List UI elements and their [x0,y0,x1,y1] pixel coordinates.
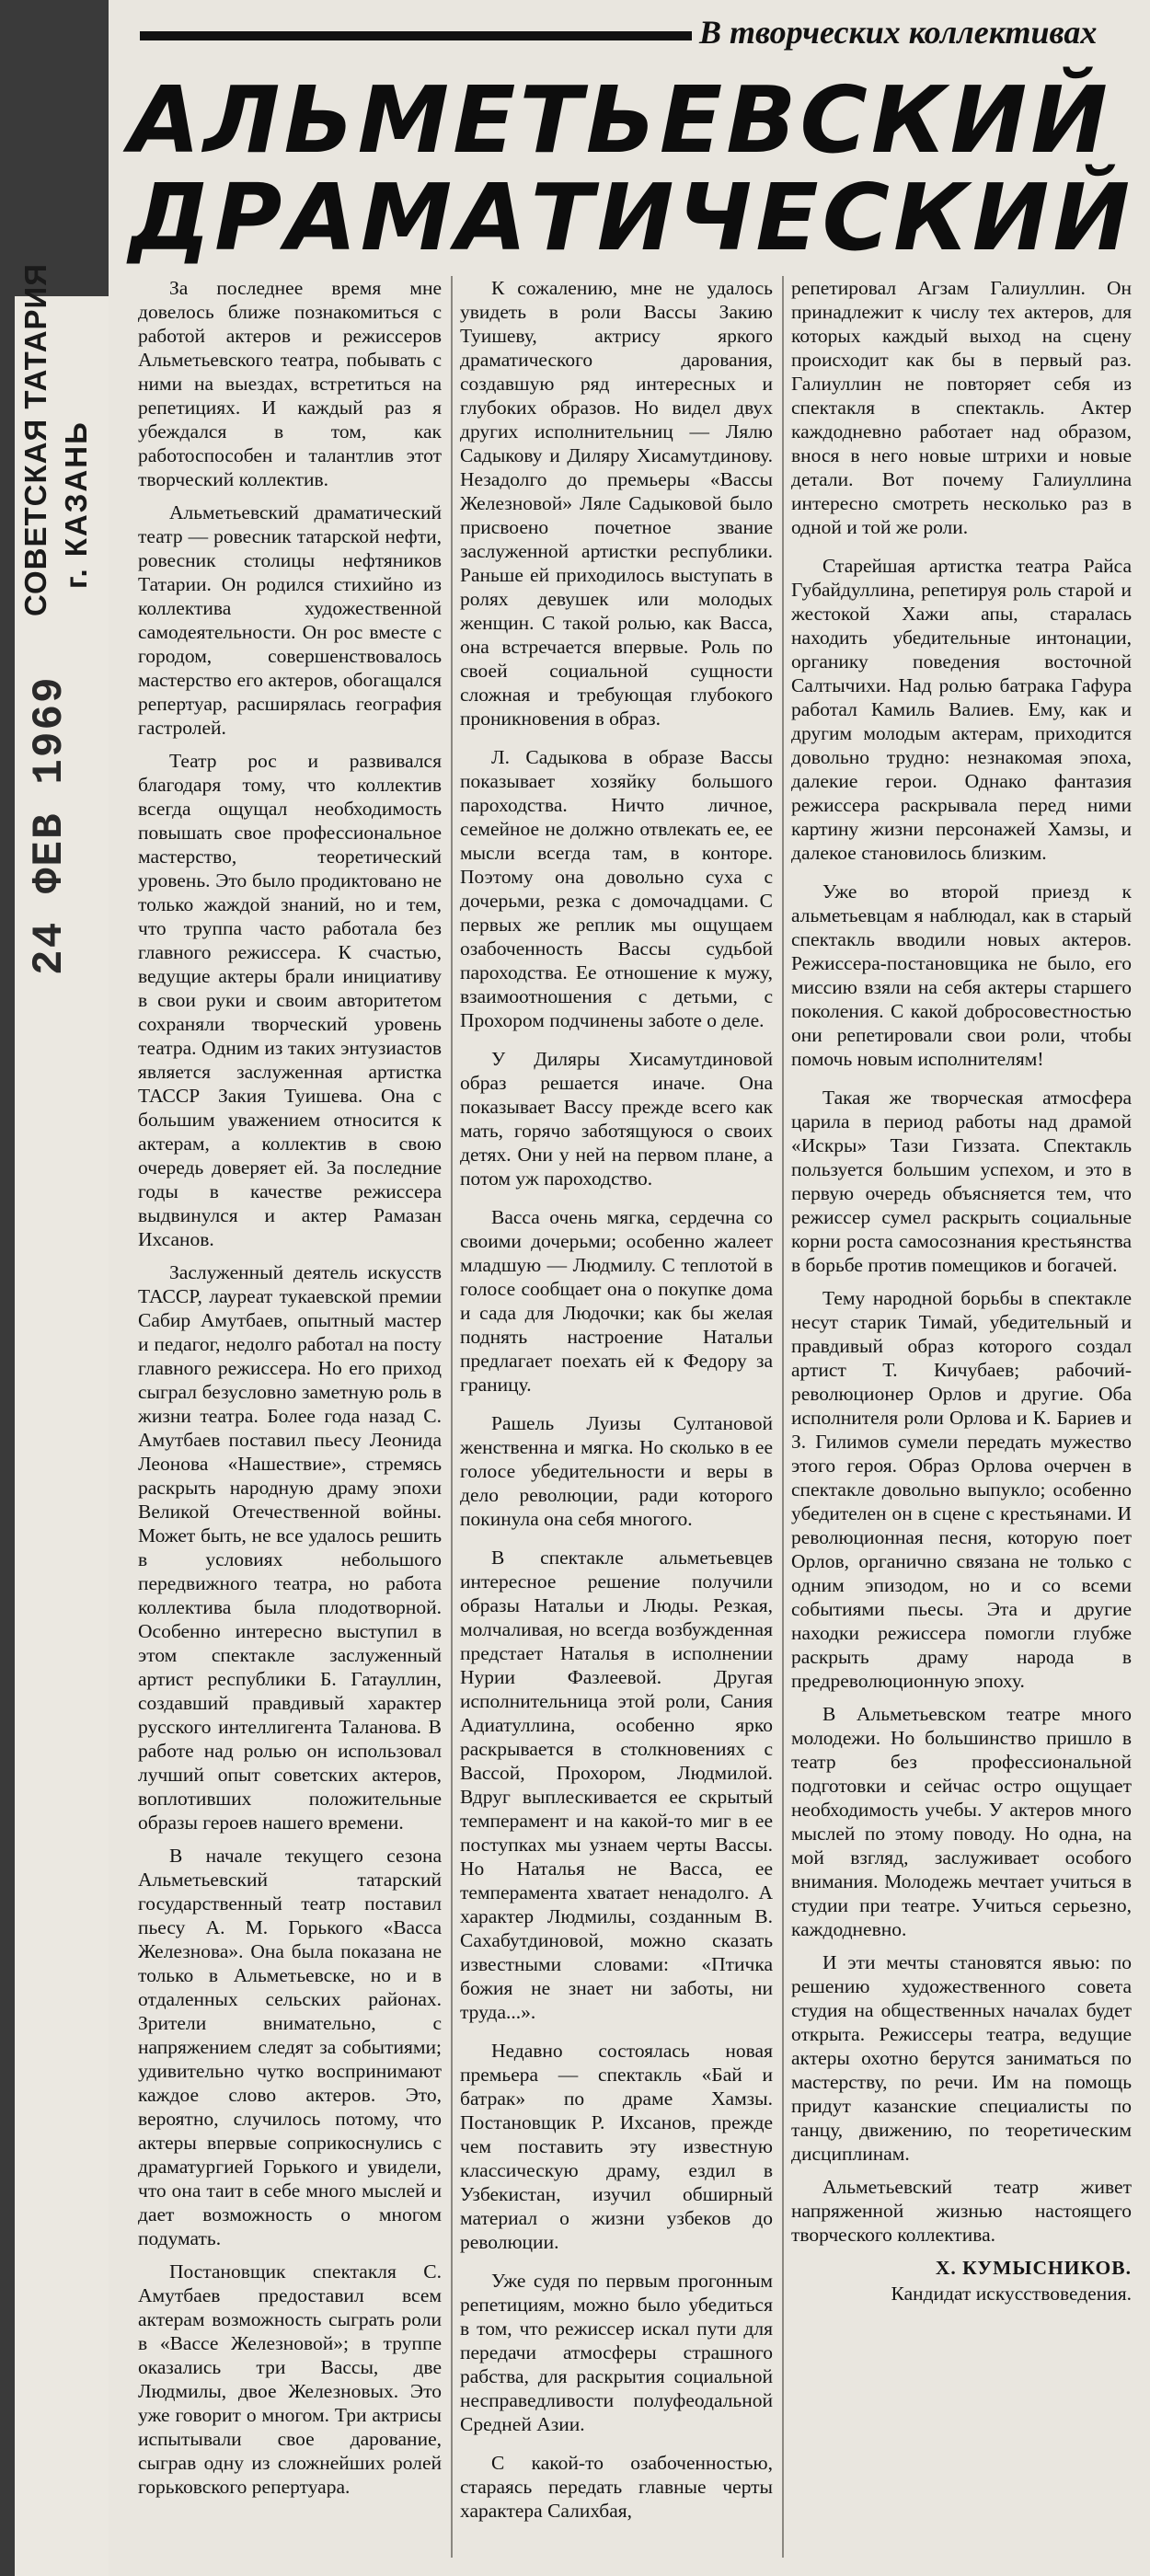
paragraph: В начале текущего сезона Альметьевский татарский государственный театр поставил пьесу А. М. Горького «Васса Железнова». Она была показана не только в Альметьевске, но и в отдаленных сельских районах. Зрители внимательно, с напряжением следят за событиями; удивительно чутко воспринимают каждое слово актеров. Это, вероятно, случилось потому, что актеры впервые соприкоснулись с драматургией Горького и увидели, что она таит в себе много мыслей и дает возможность о многом подумать. [138,1845,442,2249]
article-column-3 [791,276,1132,2576]
column-divider [782,276,784,2558]
source-city: г. КАЗАНЬ [59,420,93,589]
paragraph: И эти мечты становятся явью: по решению художественного совета студия на общественных началах будет открыта. Режиссеры театра, ведущие актеры охотно берутся заниматься по мастерству, по речи. Им на помощь придут казанские специалисты по танцу, движению, по теоретическим дисциплинам. [791,1951,1132,2165]
paragraph: Театр рос и развивался благодаря тому, что коллектив всегда ощущал необходимость повышать свое профессиональное мастерство, теоретический уровень. Это было продиктовано не только жаждой знаний, но и тем, что труппа часто работала без главного режиссера. К счастью, ведущие актеры брали инициативу в свои руки и своим авторитетом сохраняли творческий уровень театра. Одним из таких энтузиастов является заслуженная артистка ТАССР Закия Туишева. Она с большим уважением относится к актерам, а коллектив в свою очередь доверяет ей. За последние годы в качестве режиссера выдвинулся и актер Рамазан Ихсанов. [138,750,442,1250]
paragraph: Рашель Луизы Султановой женственна и мягка. Но сколько в ее голосе убедительности и веры в дело революции, ради которого покинула она себя многого. [460,1412,773,1530]
paragraph: Такая же творческая атмосфера царила в период работы над драмой «Искры» Тази Гиззата. Спектакль пользуется большим успехом, и это в первую очередь объясняется тем, что режиссер сумел раскрыть социальные корни роста самосознания крестьянства в борьбе против помещиков и богачей. [791,1087,1132,1276]
paragraph: Л. Садыкова в образе Вассы показывает хозяйку большого пароходства. Ничто личное, семейное не должно отвлекать ее, ее мысли всегда там, в конторе. Поэтому она довольно суха с дочерьми, резка с домочадцами. С первых же реплик мы ощущаем озабоченность Вассы судьбой пароходства. Ее отношение к мужу, взаимоотношения с детьми, с Прохором подчинены заботе о деле. [460,746,773,1031]
article-headline [129,66,1141,271]
source-stamp [13,263,105,662]
article-column-1 [138,276,442,2558]
rubric-rule [140,31,692,40]
paragraph: С какой-то озабоченностью, стараясь передать главные черты характера Салихбая, [460,2452,773,2522]
author-signature: Х. КУМЫСНИКОВ. [935,2257,1132,2279]
paragraph: Альметьевский драматический театр — ровесник татарской нефти, ровесник столицы нефтяников Татарии. Он родился стихийно из коллектива художественной самодеятельности. Он рос вместе с городом, совершенствовалось мастерство его актеров, обогащался репертуар, расширялась география гастролей. [138,501,442,739]
paragraph: Уже во второй приезд к альметьевцам я наблюдал, как в старый спектакль вводили новых актеров. Режиссера-постановщика не было, его миссию взяли на себя актеры старшего поколения. С какой добросовестностью они репетировали свои роли, чтобы помочь новым исполнителям! [791,880,1132,1070]
author-title: Кандидат искусствоведения. [891,2283,1132,2305]
paragraph: Недавно состоялась новая премьера — спектакль «Бай и батрак» по драме Хамзы. Постановщик Р. Ихсанов, прежде чем поставить эту известную классическую драму, ездил в Узбекистан, изучил обширный материал о жизни узбеков до революции. [460,2040,773,2253]
paragraph: Постановщик спектакля С. Амутбаев предоставил всем актерам возможность сыграть роли в «Вассе Железновой»; в труппе оказались три Вассы, две Людмилы, двое Железновых. Это уже говорит о многом. Три актрисы испытывали свое дарование, сыграв одну из сложнейших ролей горьковского репертуара. [138,2260,442,2498]
rubric-heading: В творческих коллективах [699,14,1098,51]
source-newspaper-name: СОВЕТСКАЯ ТАТАРИЯ [18,263,52,616]
paragraph: В спектакле альметьевцев интересное решение получили образы Натальи и Люды. Резкая, молчаливая, но всегда возбужденная предстает Наталья в исполнении Нурии Фазлеевой. Другая исполнительница этой роли, Сания Адиатуллина, особенно ярко раскрывается в столкновениях с Вассой, Прохором, Людмилой. Вдруг выплескивается ее скрытый темперамент и на какой-то миг в ее поступках мы узнаем черты Вассы. Но Наталья не Васса, ее темперамента хватает ненадолго. А характер Людмилы, созданным В. Сахабутдиновой, можно сказать известными словами: «Птичка божия не знает ни заботы, ни труда...». [460,1547,773,2023]
column-divider [451,276,453,2558]
paragraph: Уже судя по первым прогонным репетициям, можно было убедиться в том, что режиссер искал пути для передачи атмосферы страшного рабства, для раскрытия социальной несправедливости полуфеодальной Средней Азии. [460,2270,773,2435]
paragraph: Заслуженный деятель искусств ТАССР, лауреат тукаевской премии Сабир Амутбаев, опытный мастер и педагог, недолго работал на посту главного режиссера. Но его приход сыграл безусловно заметную роль в жизни театра. Более года назад С. Амутбаев поставил пьесу Леонида Леонова «Нашествие», стремясь раскрыть народную драму эпохи Великой Отечественной войны. Может быть, не все удалось решить в условиях небольшого передвижного театра, но работа коллектива была плодотворной. Особенно интересно выступил в этом спектакле заслуженный артист республики Б. Гатауллин, создавший правдивый характер русского интеллигента Таланова. В работе над ролью он использовал лучший опыт советских актеров, воплотивших положительные образы героев нашего времени. [138,1261,442,1834]
headline-line-2: ДРАМАТИЧЕСКИЙ [129,164,1134,271]
paragraph: В Альметьевском театре много молодежи. Но большинство пришло в театр без профессиональной подготовки и сейчас остро ощущает необходимость учебы. У актеров много мыслей по этому поводу. Но одна, на мой взгляд, заслуживает особого внимания. Молодежь мечтает учиться в студии при театре. Учиться серьезно, каждодневно. [791,1703,1132,1940]
paragraph: Альметьевский театр живет напряженной жизнью настоящего творческого коллектива. [791,2176,1132,2246]
paragraph: За последнее время мне довелось ближе познакомиться с работой актеров и режиссеров Альметьевского театра, побывать с ними на выездах, встретиться на репетициях. И каждый раз я убеждался в том, как работоспособен и талантлив этот творческий коллектив. [138,277,442,490]
paragraph: Тему народной борьбы в спектакле несут старик Тимай, убедительный и правдивый образ которого создал артист Т. Кичубаев; рабочий-революционер Орлов и другие. Оба исполнителя роли Орлова и К. Бариев и З. Гилимов сумели передать мужество этого героя. Образ Орлова очерчен в спектакле довольно выпукло; особенно убедителен он в сцене с крестьянами. И революционная песня, которую поет Орлов, органично связана не только с одним эпизодом, но и со всеми событиями пьесы. Эта и другие находки режиссера помогли глубже раскрыть драму народа в предреволюционную эпоху. [791,1287,1132,1692]
paragraph: репетировал Агзам Галиуллин. Он принадлежит к числу тех актеров, для которых каждый выход на сцену происходит как бы в первый раз. Галиуллин не повторяет себя из спектакля в спектакль. Актер каждодневно работает над образом, внося в него новые штрихи и новые детали. Вот почему Галиуллина интересно смотреть несколько раз в одной и той же роли. [791,277,1132,538]
paragraph: Васса очень мягка, сердечна со своими дочерьми; особенно жалеет младшую — Людмилу. С теплотой в голосе сообщает она о покупке дома и сада для Людочки; как бы желая поднять настроение Натальи предлагает поехать ей к Федору за границу. [460,1206,773,1396]
paragraph: Старейшая артистка театра Райса Губайдуллина, репетируя роль старой и жестокой Хажи апы, старалась находить убедительные интонации, органику поведения восточной Салтычихи. Над ролью батрака Гафура работал Камиль Валиев. Ему, как и другим молодым актерам, приходится довольно трудно: незнакомая эпоха, далекие герои. Однако фантазия режиссера раскрывала перед ними картину жизни персонажей Хамзы, и далекое становилось близким. [791,555,1132,864]
paragraph: У Диляры Хисамутдиновой образ решается иначе. Она показывает Вассу прежде всего как мать, горячо заботящуюся о своих детях. Они у ней на первом плане, а потом уж пароходство. [460,1048,773,1190]
date-stamp: 24 ФЕВ 1969 [26,675,74,975]
paragraph: К сожалению, мне не удалось увидеть в роли Вассы Закию Туишеву, актрису яркого драматического дарования, создавшую ряд интересных и глубоких образов. Но видел двух других исполнительниц — Лялю Садыкову и Диляру Хисамутдинову. Незадолго до премьеры «Вассы Железновой» Ляле Садыковой было присвоено почетное звание заслуженной артистки республики. Раньше ей приходилось выступать в ролях девушек или молодых женщин. С такой ролью, как Васса, она встречается впервые. Роль по своей социальной сущности сложная и требующая глубокого проникновения в образ. [460,277,773,730]
article-column-2 [460,276,773,2558]
headline-line-1: АЛЬМЕТЬЕВСКИЙ [129,66,1111,174]
